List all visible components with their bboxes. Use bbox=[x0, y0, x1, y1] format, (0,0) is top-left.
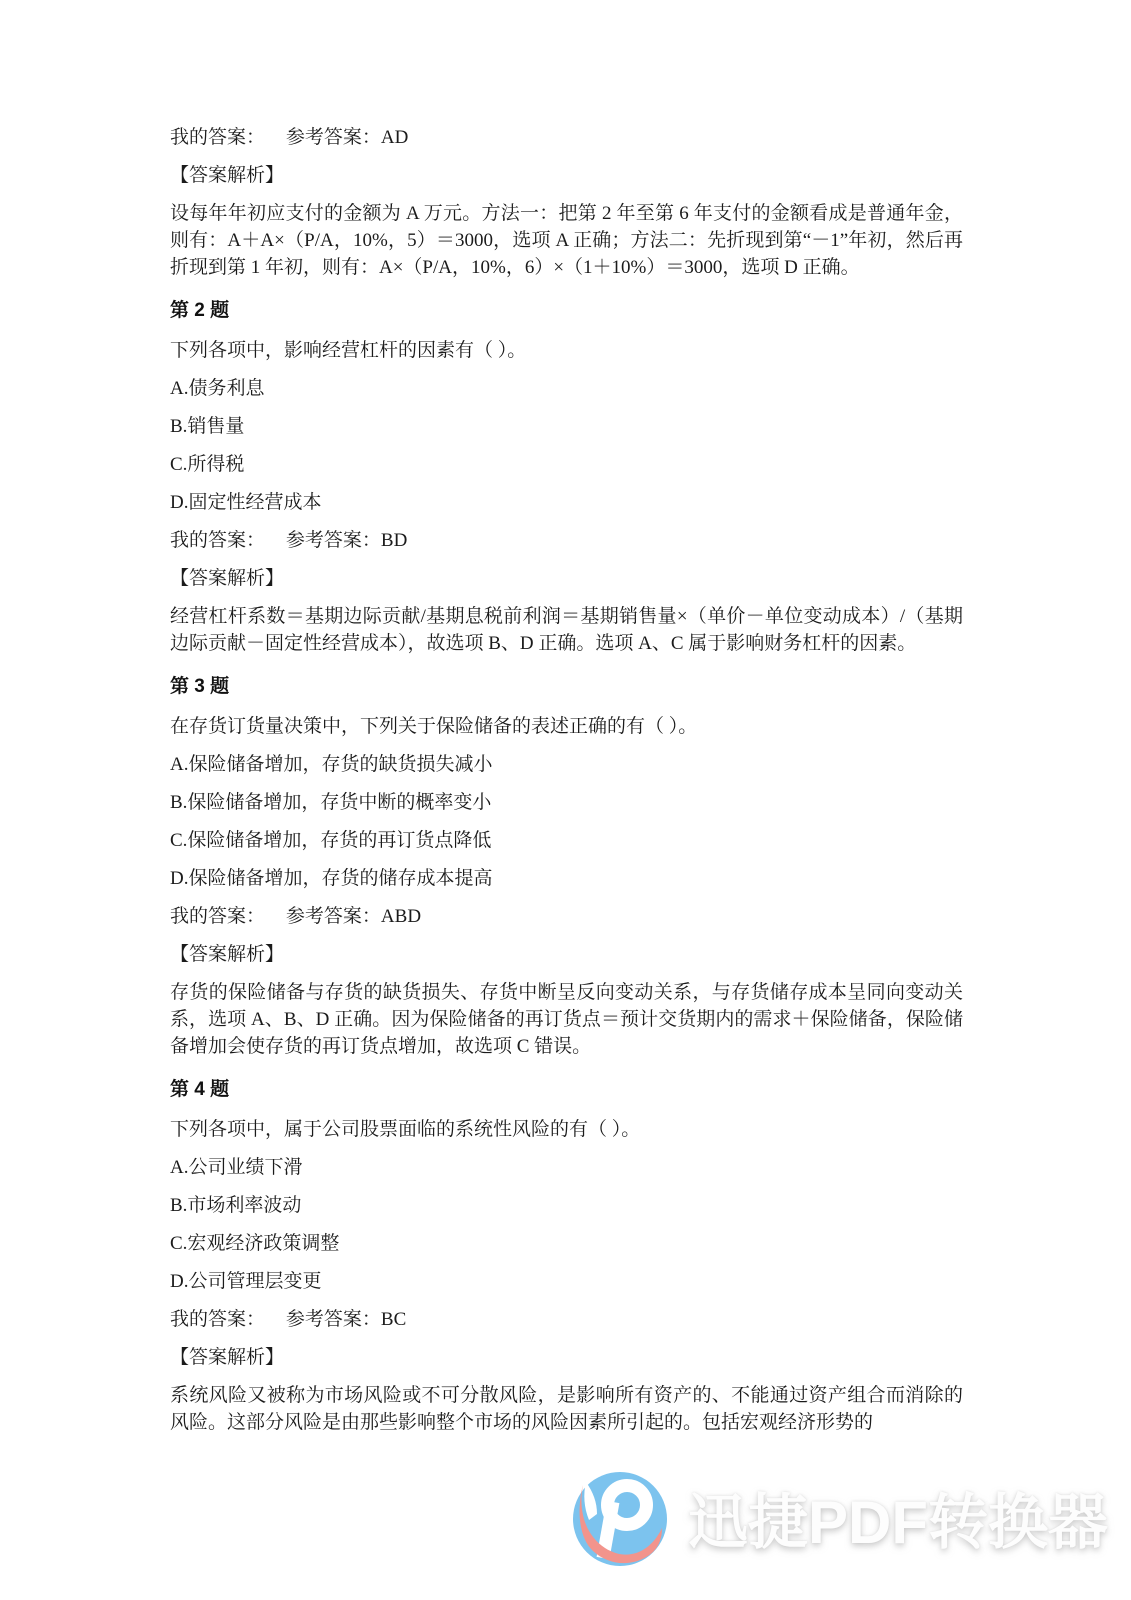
question-4-stem: 下列各项中，属于公司股票面临的系统性风险的有（ ）。 bbox=[170, 1119, 641, 1140]
my-answer-label: 我的答案： bbox=[170, 1309, 266, 1330]
my-answer-label: 我的答案： bbox=[170, 127, 266, 148]
my-answer-label: 我的答案： bbox=[170, 530, 266, 551]
question-2-stem: 下列各项中，影响经营杠杆的因素有（ ）。 bbox=[170, 340, 527, 361]
question-4-option-c: C.宏观经济政策调整 bbox=[170, 1233, 340, 1254]
question-3-option-b: B.保险储备增加，存货中断的概率变小 bbox=[170, 792, 492, 813]
q1-answer-line bbox=[170, 124, 963, 151]
q2-answer-line bbox=[170, 527, 963, 554]
watermark-brand-text: 迅捷PDF转换器 bbox=[688, 1489, 1108, 1556]
q1-ref-answer-value: AD bbox=[380, 127, 409, 148]
q2-analysis-header: 【答案解析】 bbox=[170, 568, 285, 589]
q1-analysis-header: 【答案解析】 bbox=[170, 165, 285, 186]
question-2-option-d: D.固定性经营成本 bbox=[170, 492, 322, 513]
q3-analysis-text: 存货的保险储备与存货的缺货损失、存货中断呈反向变动关系，与存货储存成本呈同向变动关系，选项 A、B、D 正确。因为保险储备的再订货点＝预计交货期内的需求＋保险储备，保险储备增加会使存货的再订货点增加，故选项 C 错误。 bbox=[170, 982, 963, 1057]
question-2-option-c: C.所得税 bbox=[170, 454, 245, 475]
ref-answer-label: 参考答案： bbox=[285, 530, 381, 551]
my-answer-label: 我的答案： bbox=[170, 906, 266, 927]
question-4-option-b: B.市场利率波动 bbox=[170, 1195, 302, 1216]
q4-analysis-header: 【答案解析】 bbox=[170, 1347, 285, 1368]
question-4-number: 第 4 题 bbox=[170, 1079, 230, 1100]
pdf-converter-logo-icon bbox=[570, 1468, 670, 1568]
q2-analysis-text: 经营杠杆系数＝基期边际贡献/基期息税前利润＝基期销售量×（单价－单位变动成本）/（基期边际贡献－固定性经营成本），故选项 B、D 正确。选项 A、C 属于影响财务杠杆的因素。 bbox=[170, 606, 963, 654]
question-2-option-a: A.债务利息 bbox=[170, 378, 265, 399]
q2-ref-answer-value: BD bbox=[380, 530, 408, 551]
question-3-option-d: D.保险储备增加，存货的储存成本提高 bbox=[170, 868, 493, 889]
question-3-option-a: A.保险储备增加，存货的缺货损失减小 bbox=[170, 754, 493, 775]
question-3-option-c: C.保险储备增加，存货的再订货点降低 bbox=[170, 830, 492, 851]
ref-answer-label: 参考答案： bbox=[285, 906, 381, 927]
converter-watermark bbox=[570, 1468, 1108, 1568]
q4-ref-answer-value: BC bbox=[380, 1309, 407, 1330]
ref-answer-label: 参考答案： bbox=[285, 127, 381, 148]
q3-answer-line bbox=[170, 903, 963, 930]
ref-answer-label: 参考答案： bbox=[285, 1309, 381, 1330]
q1-analysis-text: 设每年年初应支付的金额为 A 万元。方法一：把第 2 年至第 6 年支付的金额看成是普通年金，则有：A＋A×（P/A，10%，5）＝3000，选项 A 正确；方法二：先折现到第“－1”年初，然后再折现到第 1 年初，则有：A×（P/A，10%，6）×（1＋10%）＝3000，选项 D 正确。 bbox=[170, 203, 963, 278]
question-4-option-d: D.公司管理层变更 bbox=[170, 1271, 322, 1292]
document-body bbox=[170, 124, 963, 1447]
q3-analysis-header: 【答案解析】 bbox=[170, 944, 285, 965]
question-3-number: 第 3 题 bbox=[170, 676, 230, 697]
question-2-option-b: B.销售量 bbox=[170, 416, 245, 437]
question-2-number: 第 2 题 bbox=[170, 300, 230, 321]
q4-analysis-text: 系统风险又被称为市场风险或不可分散风险，是影响所有资产的、不能通过资产组合而消除的风险。这部分风险是由那些影响整个市场的风险因素所引起的。包括宏观经济形势的 bbox=[170, 1385, 963, 1433]
q3-ref-answer-value: ABD bbox=[380, 906, 422, 927]
question-3-stem: 在存货订货量决策中，下列关于保险储备的表述正确的有（ ）。 bbox=[170, 716, 698, 737]
question-4-option-a: A.公司业绩下滑 bbox=[170, 1157, 303, 1178]
q4-answer-line bbox=[170, 1306, 963, 1333]
